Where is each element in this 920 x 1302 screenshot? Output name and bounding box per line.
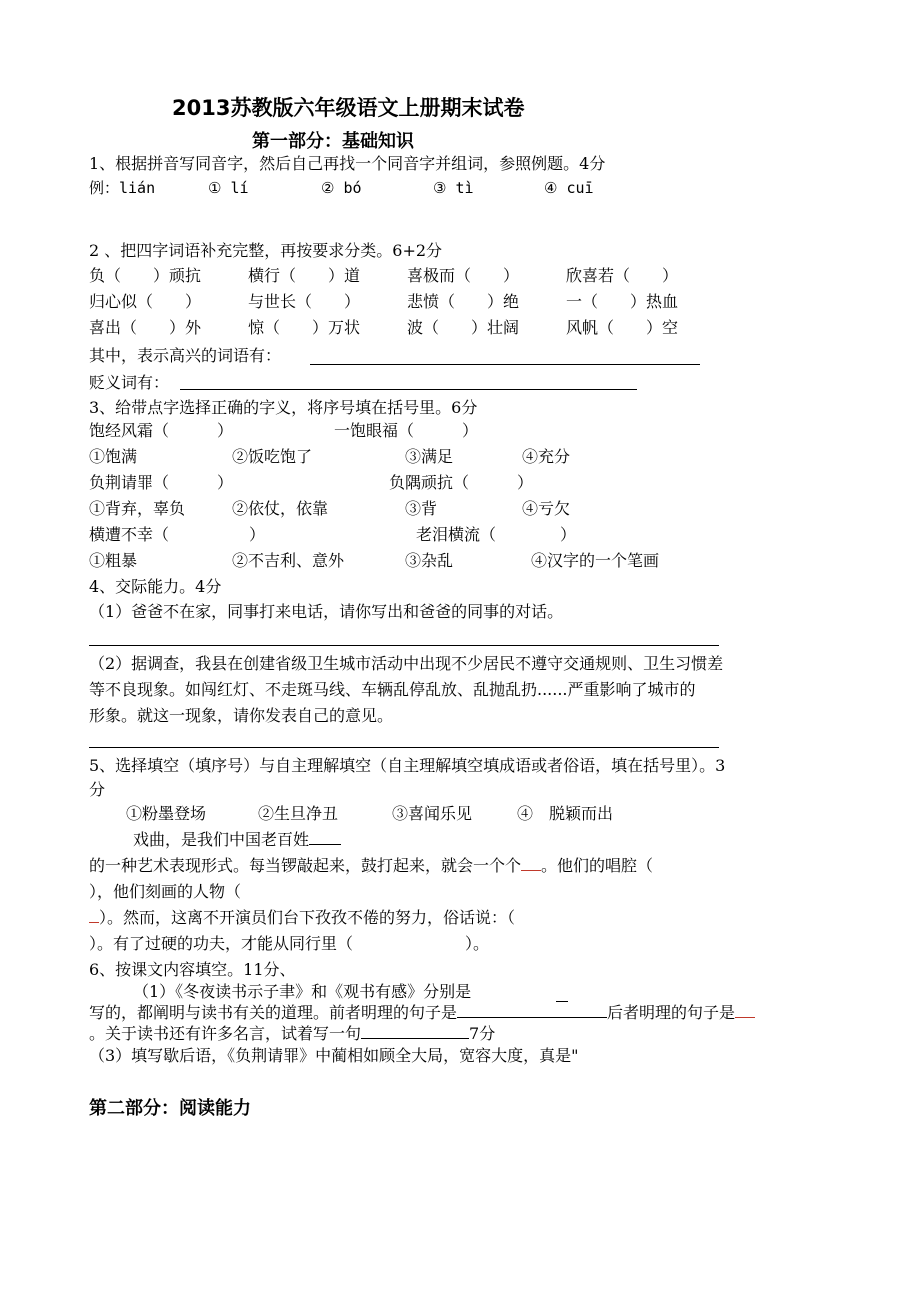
fill-option: ①粉墨登场 <box>126 804 207 823</box>
idiom-blank: 横行（ ）道 <box>248 266 361 285</box>
meaning-word: 老泪横流（ ） <box>416 525 577 544</box>
blank[interactable] <box>361 1024 469 1039</box>
q1-item: ① lí <box>208 179 249 197</box>
passage-text: ），他们刻画的人物（ <box>89 882 242 901</box>
fill-option: ③喜闻乐见 <box>392 804 473 823</box>
meaning-option: ④汉字的一个笔画 <box>531 551 660 570</box>
meaning-option: ③杂乱 <box>405 551 454 570</box>
passage-text: 。他们的唱腔（ <box>541 856 654 875</box>
derogatory-words-label: 贬义词有： <box>89 373 170 392</box>
meaning-option: ①背弃，辜负 <box>89 499 186 518</box>
idiom-blank: 风帆（ ）空 <box>566 318 679 337</box>
idiom-blank: 归心似（ ） <box>89 292 202 311</box>
meaning-option: ②不吉利、意外 <box>232 551 345 570</box>
answer-line[interactable] <box>180 389 637 390</box>
exam-title: 2013苏教版六年级语文上册期末试卷 <box>172 96 525 120</box>
q6-line <box>89 1024 495 1044</box>
meaning-word: 负荆请罪（ ） <box>89 473 234 492</box>
blank[interactable] <box>457 1003 607 1018</box>
q3-instruction: 3、给带点字选择正确的字义，将序号填在括号里。6分 <box>89 398 478 417</box>
meaning-option: ①粗暴 <box>89 551 138 570</box>
meaning-option: ②依仗，依靠 <box>232 499 329 518</box>
idiom-blank: 欣喜若（ ） <box>566 266 679 285</box>
meaning-option: ②饭吃饱了 <box>232 447 313 466</box>
q6-line <box>89 1003 755 1023</box>
q6-text: 写的，都阐明与读书有关的道理。前者明理的句子是 <box>89 1003 458 1022</box>
q4-sub2-line1: （2）据调查，我县在创建省级卫生城市活动中出现不少居民不遵守交通规则、卫生习惯差 <box>89 654 724 673</box>
idiom-blank: 一（ ）热血 <box>566 292 679 311</box>
idiom-blank: 悲愤（ ）绝 <box>407 292 520 311</box>
meaning-option: ③背 <box>405 499 438 518</box>
passage-text: 戏曲，是我们中国老百姓 <box>133 830 310 849</box>
passage-text: 的一种艺术表现形式。每当锣敲起来，鼓打起来，就会一个个 <box>89 856 522 875</box>
answer-line[interactable] <box>89 747 719 748</box>
q6-sub1: （1）《冬夜读书示子聿》和《观书有感》分别是 <box>133 982 472 1001</box>
answer-line[interactable] <box>556 1001 568 1002</box>
passage-text: ）。有了过硬的功夫，才能从同行里（ ）。 <box>89 934 490 953</box>
q6-text: 。关于读书还有许多名言，试着写一句 <box>89 1024 362 1043</box>
blank[interactable] <box>521 856 541 871</box>
fill-option: ②生旦净丑 <box>258 804 339 823</box>
passage-line <box>133 830 341 850</box>
blank[interactable] <box>89 908 99 923</box>
idiom-blank: 波（ ）壮阔 <box>407 318 520 337</box>
blank[interactable] <box>309 830 341 845</box>
blank[interactable] <box>735 1003 755 1018</box>
q6-instruction: 6、按课文内容填空。11分、 <box>89 960 296 979</box>
q5-instruction-cont: 分 <box>89 780 106 799</box>
idiom-blank: 负（ ）顽抗 <box>89 266 202 285</box>
q2-instruction: 2 、把四字词语补充完整，再按要求分类。6+2分 <box>89 241 443 260</box>
part-two-heading: 第二部分：阅读能力 <box>89 1098 251 1119</box>
q6-text: 后者明理的句子是 <box>607 1003 736 1022</box>
fill-option: ④ 脱颖而出 <box>517 804 614 823</box>
passage-line <box>89 908 515 928</box>
q1-instruction: 1、根据拼音写同音字，然后自己再找一个同音字并组词，参照例题。4分 <box>89 154 606 173</box>
passage-text: ）。然而，这离不开演员们台下孜孜不倦的努力，俗话说：（ <box>99 908 516 927</box>
meaning-option: ④充分 <box>522 447 571 466</box>
meaning-option: ④亏欠 <box>522 499 571 518</box>
meaning-word: 负隅顽抗（ ） <box>389 473 534 492</box>
q6-text: 7分 <box>469 1024 496 1043</box>
idiom-blank: 喜极而（ ） <box>407 266 520 285</box>
meaning-option: ①饱满 <box>89 447 138 466</box>
q1-example: 例：lián <box>89 179 156 197</box>
q4-sub1: （1）爸爸不在家，同事打来电话，请你写出和爸爸的同事的对话。 <box>89 602 564 621</box>
meaning-word: 横遭不幸（ ） <box>89 525 266 544</box>
q4-instruction: 4、交际能力。4分 <box>89 577 222 596</box>
meaning-word: 饱经风霜（ ） <box>89 421 234 440</box>
happy-words-label: 其中，表示高兴的词语有： <box>89 346 282 365</box>
answer-line[interactable] <box>310 364 700 365</box>
passage-line <box>89 856 653 876</box>
idiom-blank: 喜出（ ）外 <box>89 318 202 337</box>
idiom-blank: 与世长（ ） <box>248 292 361 311</box>
meaning-word: 一饱眼福（ ） <box>334 421 479 440</box>
part-one-heading: 第一部分：基础知识 <box>252 131 414 152</box>
q6-sub3: （3）填写歇后语，《负荆请罪》中蔺相如顾全大局，宽容大度，真是" <box>89 1046 579 1065</box>
q1-item: ③ tì <box>433 179 474 197</box>
idiom-blank: 惊（ ）万状 <box>248 318 361 337</box>
q4-sub2-line2: 等不良现象。如闯红灯、不走斑马线、车辆乱停乱放、乱抛乱扔......严重影响了城市的 <box>89 680 696 699</box>
q5-instruction: 5、选择填空（填序号）与自主理解填空（自主理解填空填成语或者俗语，填在括号里）。3 <box>89 756 726 775</box>
q1-item: ④ cuī <box>544 179 594 197</box>
answer-line[interactable] <box>89 645 719 646</box>
meaning-option: ③满足 <box>405 447 454 466</box>
q4-sub2-line3: 形象。就这一现象，请你发表自己的意见。 <box>89 706 394 725</box>
q1-item: ② bó <box>321 179 362 197</box>
